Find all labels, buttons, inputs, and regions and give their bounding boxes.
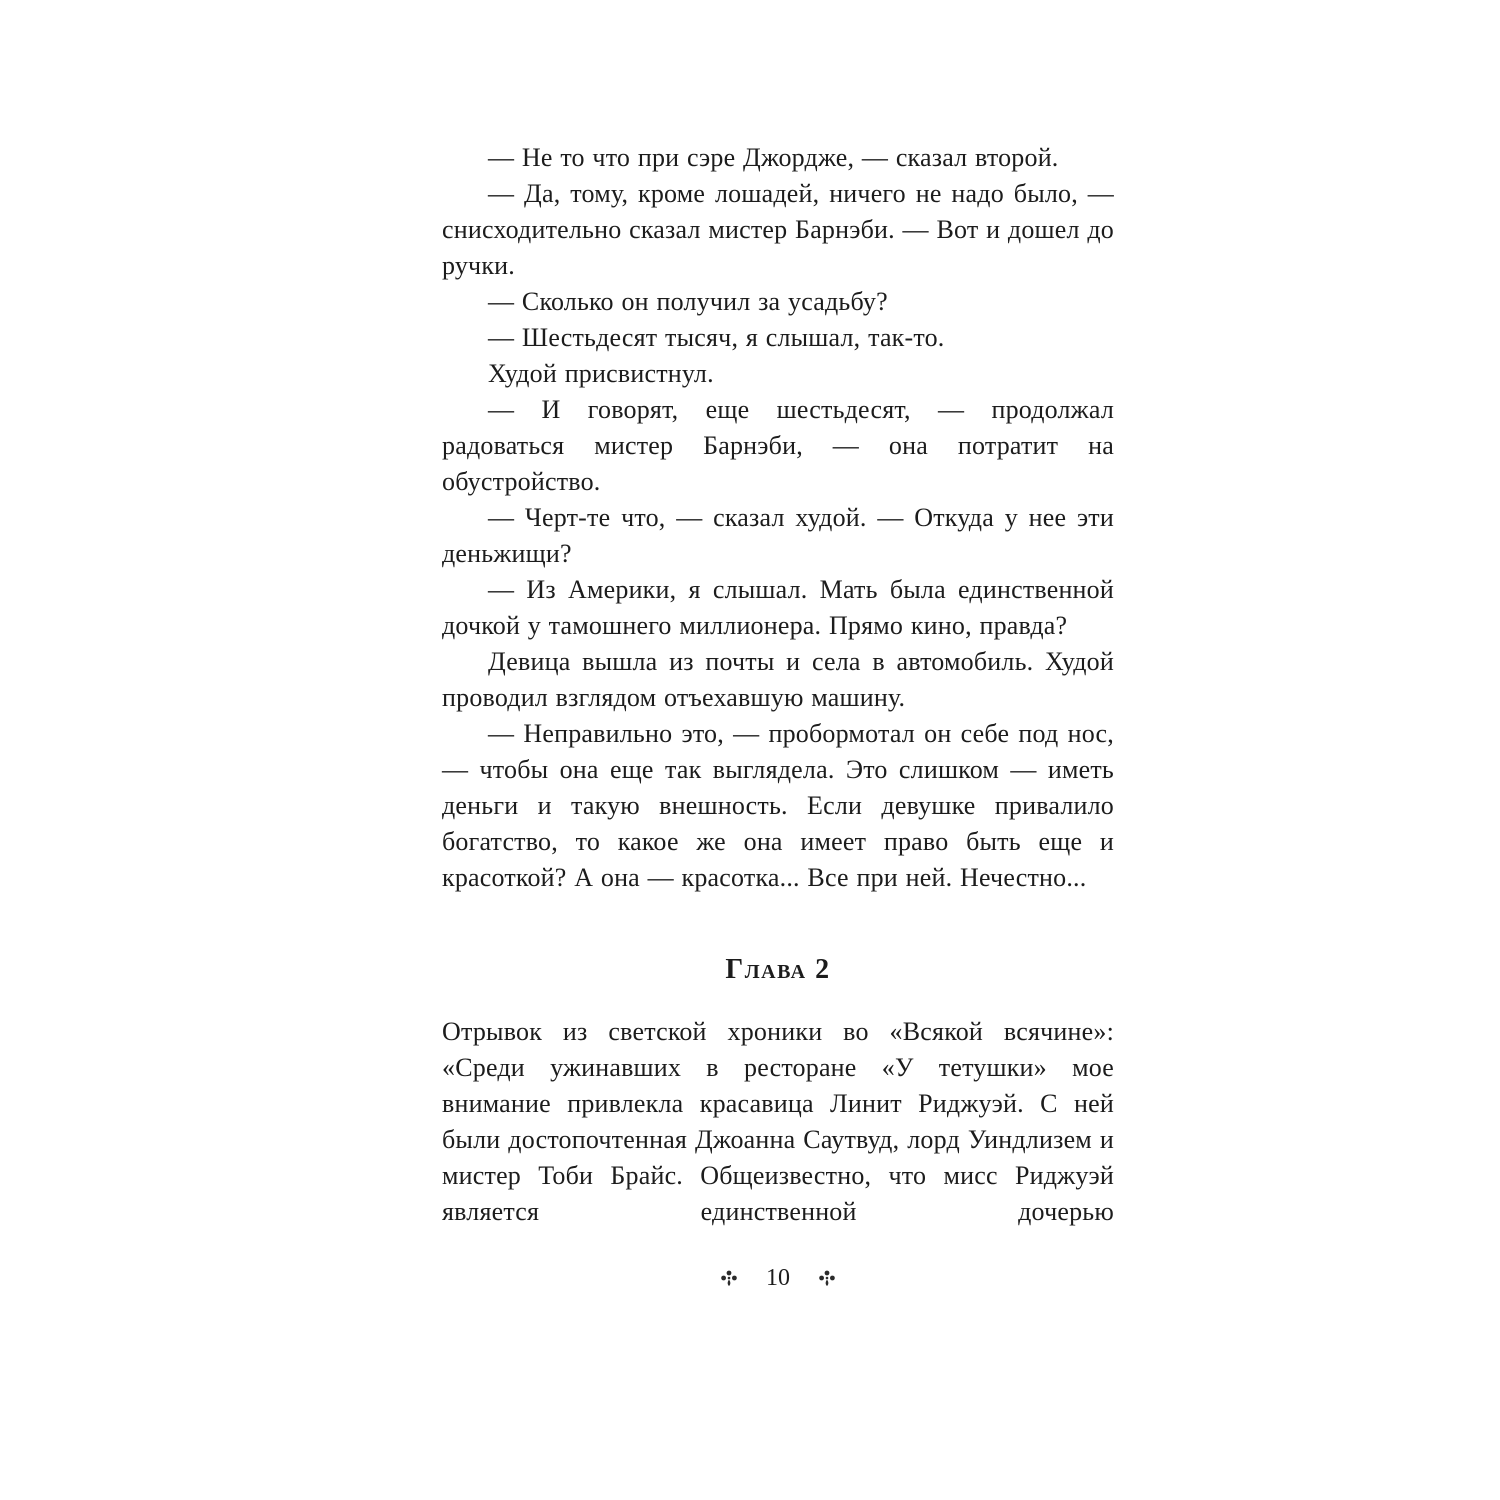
paragraph: Девица вышла из почты и села в автомобиль. Худой проводил взглядом отъехавшую машину. xyxy=(442,647,1114,712)
fleuron-left-icon xyxy=(718,1269,740,1287)
chapter-opening-section xyxy=(442,1014,1114,1230)
paragraph: Отрывок из светской хроники во «Всякой всячине»: «Среди ужинавших в ресторане «У тетушки» мое внимание привлекла красавица Линит Риджуэй. С ней были достопочтенная Джоанна Саутвуд, лорд Уиндлизем и мистер Тоби Брайс. Общеизвестно, что мисс Риджуэй является единственной дочерью xyxy=(442,1017,1114,1226)
dialogue-section xyxy=(442,140,1114,896)
paragraph: — Черт-те что, — сказал худой. — Откуда у нее эти деньжищи? xyxy=(442,503,1114,568)
paragraph: — И говорят, еще шестьдесят, — продолжал радоваться мистер Барнэби, — она потратит на обустройство. xyxy=(442,395,1114,496)
paragraph: — Неправильно это, — пробормотал он себе под нос, — чтобы она еще так выглядела. Это слишком — иметь деньги и такую внешность. Если девушке привалило богатство, то какое же она имеет право быть еще и красоткой? А она — красотка... Все при ней. Нечестно... xyxy=(442,719,1114,892)
paragraph: — Сколько он получил за усадьбу? xyxy=(488,287,888,316)
page-number: 10 xyxy=(766,1265,790,1291)
paragraph: Худой присвистнул. xyxy=(488,359,714,388)
paragraph: — Да, тому, кроме лошадей, ничего не надо было, — снисходительно сказал мистер Барнэби. — Вот и дошел до ручки. xyxy=(442,179,1115,280)
book-page xyxy=(442,0,1114,1292)
chapter-heading: Глава 2 xyxy=(725,954,831,985)
paragraph: — Из Америки, я слышал. Мать была единственной дочкой у тамошнего миллионера. Прямо кино, правда? xyxy=(442,575,1114,640)
fleuron-right-icon xyxy=(816,1269,838,1287)
paragraph: — Шестьдесят тысяч, я слышал, так-то. xyxy=(488,323,945,352)
page-footer xyxy=(442,1264,1114,1292)
paragraph: — Не то что при сэре Джордже, — сказал второй. xyxy=(488,143,1059,172)
